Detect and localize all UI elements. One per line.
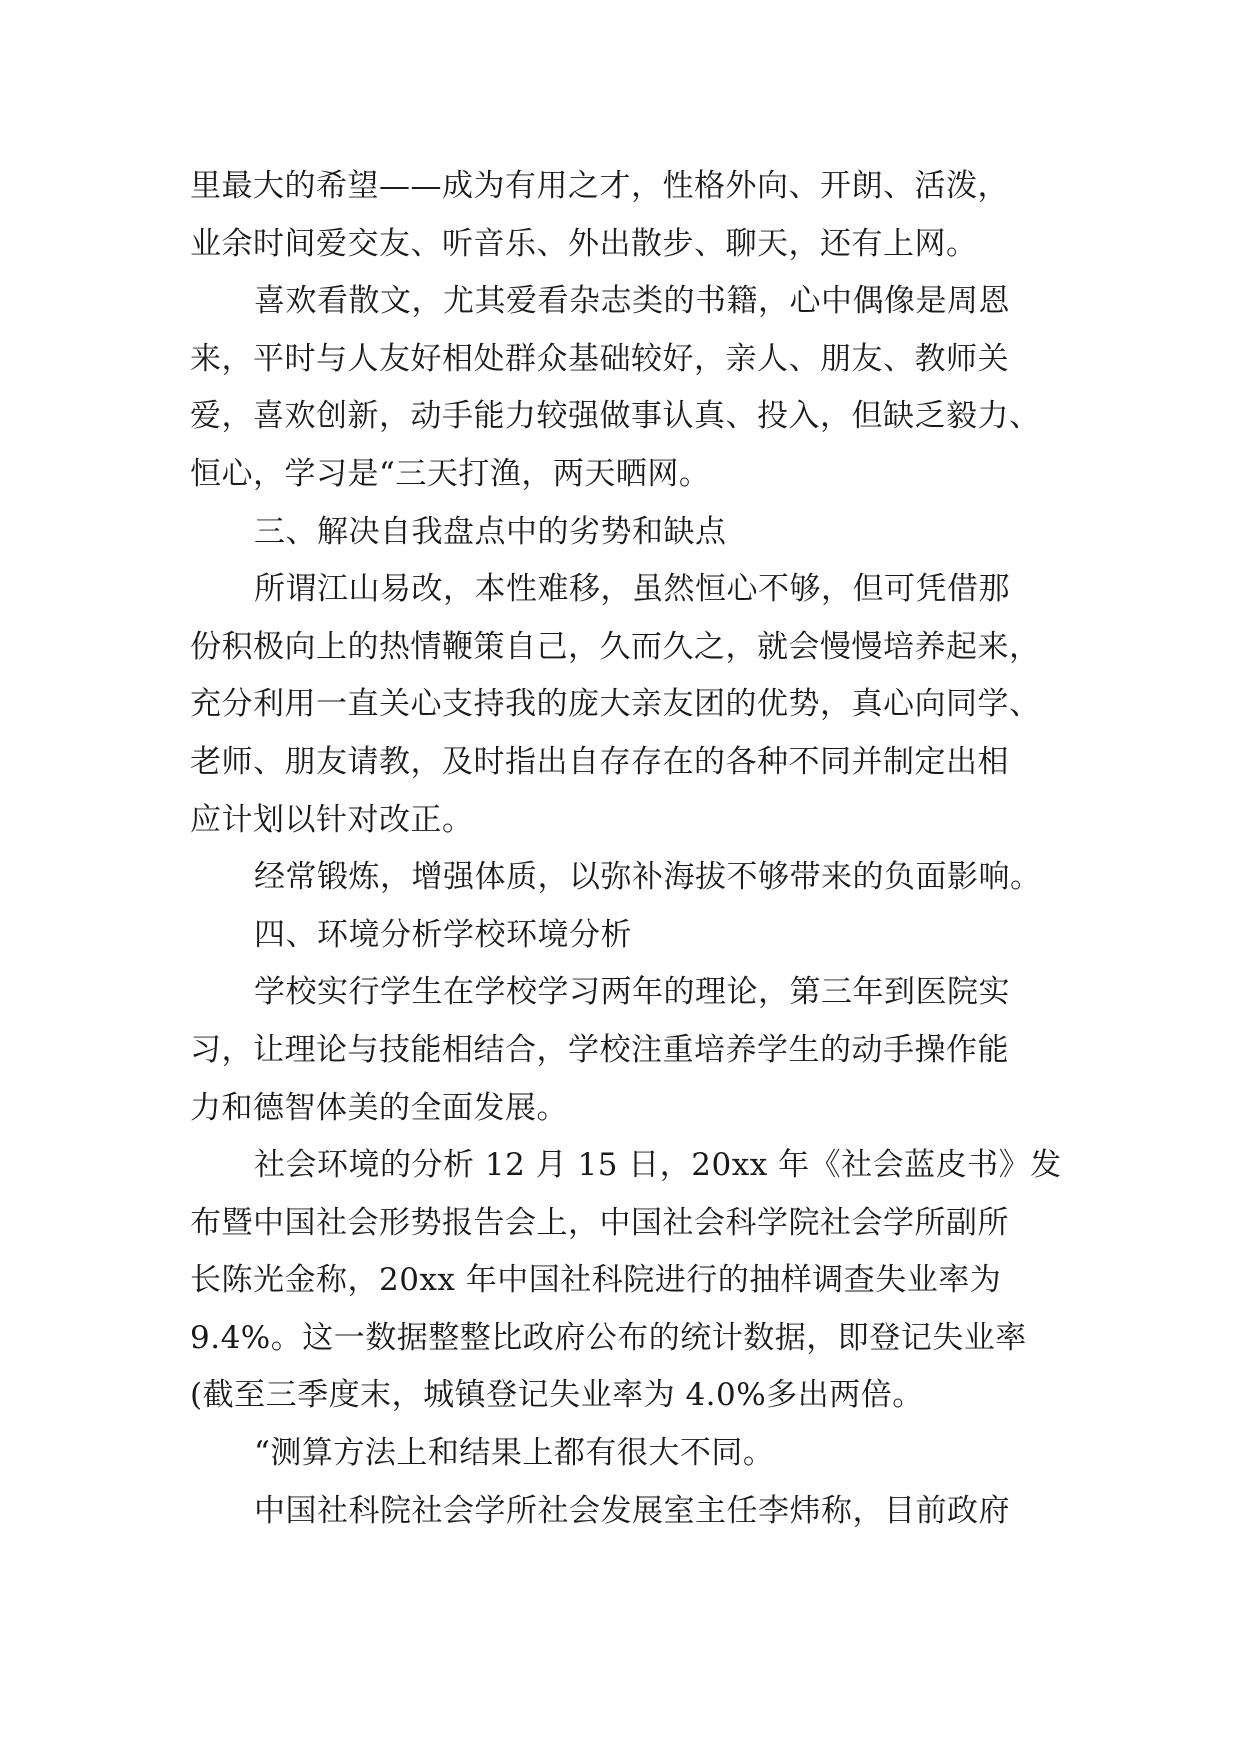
text-line: 爱，喜欢创新，动手能力较强做事认真、投入，但缺乏毅力、 [190, 398, 1041, 435]
text-line: 长陈光金称，20xx 年中国社科院进行的抽样调查失业率为 [190, 1262, 1002, 1299]
text-line: 9.4%。这一数据整整比政府公布的统计数据，即登记失业率 [190, 1319, 1027, 1356]
text-line: 力和德智体美的全面发展。 [190, 1089, 568, 1126]
text-line: (截至三季度末，城镇登记失业率为 4.0%多出两倍。 [190, 1377, 924, 1414]
text-line: 经常锻炼，增强体质，以弥补海拔不够带来的负面影响。 [254, 859, 1042, 896]
text-line: 应计划以针对改正。 [190, 801, 474, 838]
text-line: 老师、朋友请教，及时指出自存存在的各种不同并制定出相 [190, 743, 1009, 780]
text-line: 习，让理论与技能相结合，学校注重培养学生的动手操作能 [190, 1031, 1009, 1068]
text-line: 里最大的希望——成为有用之才，性格外向、开朗、活泼， [190, 168, 1009, 204]
section-heading: 四、环境分析学校环境分析 [254, 916, 632, 953]
text-line: 中国社科院社会学所社会发展室主任李炜称，目前政府 [254, 1492, 1010, 1529]
text-line: 学校实行学生在学校学习两年的理论，第三年到医院实 [254, 974, 1010, 1011]
text-line: 恒心，学习是“三天打渔，两天晒网。 [190, 455, 711, 492]
text-line: “测算方法上和结果上都有很大不同。 [254, 1435, 775, 1472]
text-line: 业余时间爱交友、听音乐、外出散步、聊天，还有上网。 [190, 225, 978, 262]
text-line: 份积极向上的热情鞭策自己，久而久之，就会慢慢培养起来， [190, 628, 1041, 665]
text-line: 来，平时与人友好相处群众基础较好，亲人、朋友、教师关 [190, 340, 1009, 377]
section-heading: 三、解决自我盘点中的劣势和缺点 [254, 513, 727, 550]
text-line: 充分利用一直关心支持我的庞大亲友团的优势，真心向同学、 [190, 686, 1041, 723]
text-line: 布暨中国社会形势报告会上，中国社会科学院社会学所副所 [190, 1204, 1009, 1241]
text-line: 喜欢看散文，尤其爱看杂志类的书籍，心中偶像是周恩 [254, 283, 1010, 320]
text-line: 所谓江山易改，本性难移，虽然恒心不够，但可凭借那 [254, 571, 1010, 608]
text-line: 社会环境的分析 12 月 15 日，20xx 年《社会蓝皮书》发 [254, 1147, 1062, 1184]
document-body [190, 158, 1070, 1540]
